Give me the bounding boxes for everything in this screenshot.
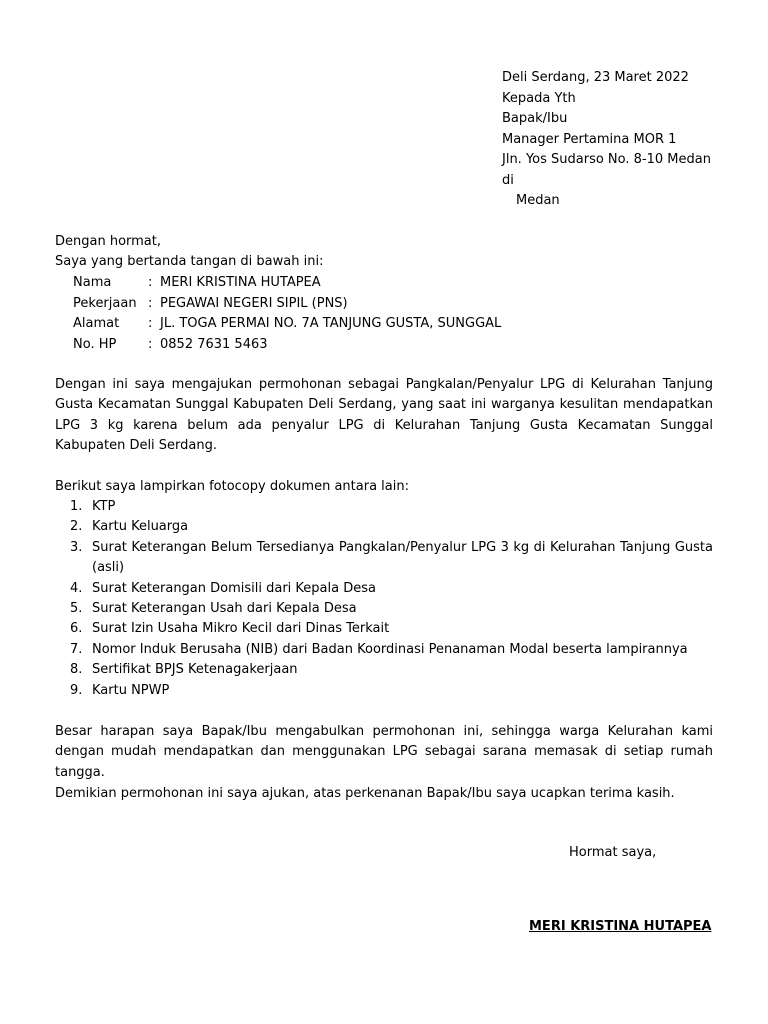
identity-value: PEGAWAI NEGERI SIPIL (PNS) bbox=[160, 295, 348, 311]
identity-colon: : bbox=[148, 316, 153, 331]
regards-line: Hormat saya, bbox=[569, 845, 657, 860]
signer-name: MERI KRISTINA HUTAPEA bbox=[529, 919, 712, 934]
list-text: Kartu NPWP bbox=[92, 682, 170, 698]
intro-line: Saya yang bertanda tangan di bawah ini: bbox=[55, 254, 324, 269]
list-item bbox=[70, 579, 713, 599]
identity-value: MERI KRISTINA HUTAPEA bbox=[160, 275, 321, 290]
identity-colon: : bbox=[148, 275, 153, 290]
list-item bbox=[70, 517, 713, 537]
identity-label: Alamat bbox=[73, 316, 120, 331]
identity-colon: : bbox=[148, 295, 153, 311]
list-number: 9. bbox=[70, 682, 83, 698]
list-text: KTP bbox=[92, 499, 116, 514]
request-paragraph: Dengan ini saya mengajukan permohonan sebagai Pangkalan/Penyalur LPG di Kelurahan Tanjung Gusta Kecamatan Sunggal Kabupaten Deli Serdang, yang saat ini warganya kesulitan mendapatkan LPG 3 kg karena belum ada penyalur LPG di Kelurahan Tanjung Gusta Kecamatan Sunggal Kabupaten Deli Serdang. bbox=[55, 377, 713, 454]
list-number: 5. bbox=[70, 601, 83, 617]
recipient-to: Kepada Yth bbox=[502, 90, 576, 106]
identity-label: No. HP bbox=[73, 336, 117, 352]
identity-value: JL. TOGA PERMAI NO. 7A TANJUNG GUSTA, SUNGGAL bbox=[160, 316, 502, 331]
greeting: Dengan hormat, bbox=[55, 234, 162, 249]
list-number: 2. bbox=[70, 519, 83, 535]
identity-label: Nama bbox=[73, 275, 112, 290]
list-text: Surat Izin Usaha Mikro Kecil dari Dinas Terkait bbox=[92, 621, 390, 637]
list-number: 6. bbox=[70, 621, 83, 637]
recipient-in: di bbox=[502, 172, 514, 188]
list-number: 8. bbox=[70, 662, 83, 678]
list-text: Surat Keterangan Domisili dari Kepala Desa bbox=[92, 580, 376, 596]
list-text: Sertifikat BPJS Ketenagakerjaan bbox=[92, 662, 298, 678]
recipient-address-block bbox=[502, 68, 711, 212]
hope-paragraph: Besar harapan saya Bapak/Ibu mengabulkan permohonan ini, sehingga warga Kelurahan kami dengan mudah mendapatkan dan menggunakan LPG sebagai sarana memasak di setiap rumah tangga. bbox=[55, 724, 713, 780]
list-item bbox=[70, 640, 713, 660]
recipient-city: Medan bbox=[516, 193, 560, 208]
attachments-intro: Berikut saya lampirkan fotocopy dokumen antara lain: bbox=[55, 479, 409, 494]
list-item bbox=[70, 681, 713, 701]
list-number: 1. bbox=[70, 499, 83, 514]
list-number: 4. bbox=[70, 580, 83, 596]
list-number: 3. bbox=[70, 539, 83, 555]
list-item bbox=[70, 538, 713, 579]
recipient-salutation: Bapak/Ibu bbox=[502, 111, 568, 126]
list-number: 7. bbox=[70, 641, 83, 657]
list-text: Surat Keterangan Belum Tersedianya Pangkalan/Penyalur LPG 3 kg di Kelurahan Tanjung Gusta (asli) bbox=[92, 539, 713, 576]
identity-label: Pekerjaan bbox=[73, 295, 137, 311]
list-text: Nomor Induk Berusaha (NIB) dari Badan Koordinasi Penanaman Modal beserta lampirannya bbox=[92, 641, 688, 657]
date-place: Deli Serdang, 23 Maret 2022 bbox=[502, 70, 689, 85]
attachments-list bbox=[70, 497, 713, 701]
list-item bbox=[70, 619, 713, 639]
identity-colon: : bbox=[148, 336, 153, 352]
closing-line: Demikian permohonan ini saya ajukan, atas perkenanan Bapak/Ibu saya ucapkan terima kasih. bbox=[55, 786, 675, 801]
list-item bbox=[70, 599, 713, 619]
list-item bbox=[70, 660, 713, 680]
list-text: Surat Keterangan Usah dari Kepala Desa bbox=[92, 601, 357, 617]
identity-value: 0852 7631 5463 bbox=[160, 336, 268, 352]
list-text: Kartu Keluarga bbox=[92, 519, 189, 535]
recipient-street: Jln. Yos Sudarso No. 8-10 Medan bbox=[502, 152, 711, 167]
recipient-position: Manager Pertamina MOR 1 bbox=[502, 131, 677, 147]
list-item bbox=[70, 497, 713, 517]
